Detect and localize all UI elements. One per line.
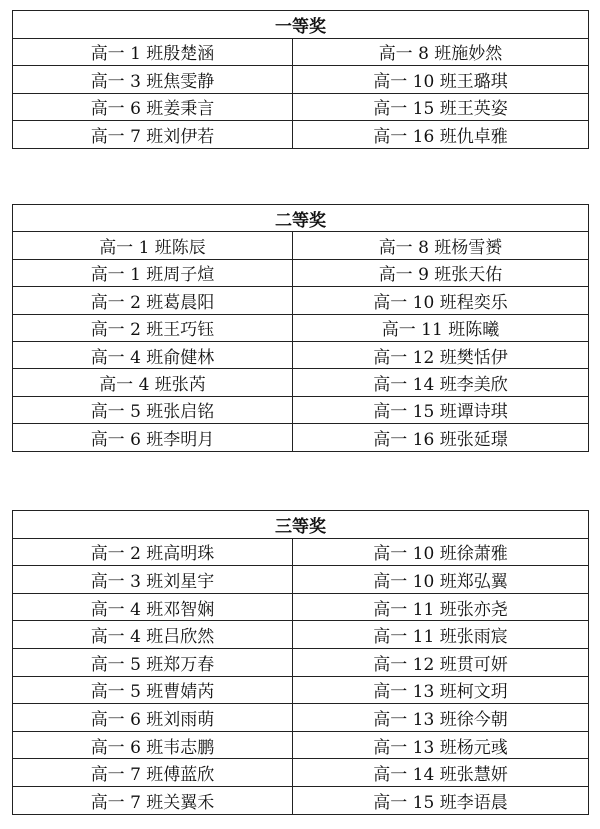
table-row <box>13 287 589 314</box>
table-header-row <box>13 205 589 232</box>
winner-cell-right: 高一 11 班陈曦 <box>293 314 589 341</box>
winner-cell-left: 高一 4 班邓智娴 <box>13 593 293 621</box>
table-row <box>13 676 589 704</box>
winner-cell-right: 高一 10 班程奕乐 <box>293 287 589 314</box>
winner-cell-right: 高一 11 班张雨宸 <box>293 621 589 649</box>
table-header-row <box>13 511 589 539</box>
winner-cell-right: 高一 12 班樊恬伊 <box>293 341 589 368</box>
winner-cell-left: 高一 2 班高明珠 <box>13 538 293 566</box>
table-row <box>13 66 589 94</box>
table-row <box>13 424 589 451</box>
table-row <box>13 593 589 621</box>
winner-cell-left: 高一 3 班刘星宇 <box>13 566 293 594</box>
table-row <box>13 314 589 341</box>
winner-cell-left: 高一 6 班李明月 <box>13 424 293 451</box>
winner-cell-right: 高一 8 班施妙然 <box>293 38 589 66</box>
second-prize-table <box>12 204 589 452</box>
winner-cell-left: 高一 1 班周子煊 <box>13 259 293 286</box>
table-row <box>13 396 589 423</box>
winner-cell-left: 高一 4 班俞健林 <box>13 341 293 368</box>
winner-cell-left: 高一 5 班张启铭 <box>13 396 293 423</box>
table-row <box>13 369 589 396</box>
table-header-row <box>13 11 589 39</box>
award-rows <box>13 538 589 814</box>
table-row <box>13 648 589 676</box>
first-prize-table <box>12 10 589 149</box>
winner-cell-right: 高一 11 班张亦尧 <box>293 593 589 621</box>
winner-cell-left: 高一 1 班陈辰 <box>13 232 293 259</box>
winner-cell-left: 高一 2 班王巧钰 <box>13 314 293 341</box>
winner-cell-right: 高一 14 班李美欣 <box>293 369 589 396</box>
table-row <box>13 731 589 759</box>
winner-cell-right: 高一 16 班仇卓雅 <box>293 121 589 149</box>
table-row <box>13 538 589 566</box>
winner-cell-left: 高一 6 班姜秉言 <box>13 93 293 121</box>
table-row <box>13 341 589 368</box>
winner-cell-right: 高一 16 班张延璟 <box>293 424 589 451</box>
award-rows <box>13 38 589 148</box>
winner-cell-left: 高一 7 班关翼禾 <box>13 786 293 814</box>
winner-cell-right: 高一 15 班王英姿 <box>293 93 589 121</box>
winner-cell-right: 高一 13 班杨元彧 <box>293 731 589 759</box>
winner-cell-right: 高一 13 班柯文玥 <box>293 676 589 704</box>
winner-cell-right: 高一 14 班张慧妍 <box>293 759 589 787</box>
winner-cell-left: 高一 5 班曹婧芮 <box>13 676 293 704</box>
table-row <box>13 621 589 649</box>
table-row <box>13 259 589 286</box>
third-prize-title: 三等奖 <box>13 511 589 539</box>
winner-cell-right: 高一 15 班李语晨 <box>293 786 589 814</box>
award-rows <box>13 232 589 451</box>
winner-cell-left: 高一 7 班刘伊若 <box>13 121 293 149</box>
winner-cell-left: 高一 4 班张芮 <box>13 369 293 396</box>
third-prize-table <box>12 510 589 815</box>
winner-cell-left: 高一 7 班傅蓝欣 <box>13 759 293 787</box>
winner-cell-left: 高一 3 班焦雯静 <box>13 66 293 94</box>
winner-cell-left: 高一 6 班刘雨萌 <box>13 704 293 732</box>
winner-cell-right: 高一 8 班杨雪赟 <box>293 232 589 259</box>
table-row <box>13 759 589 787</box>
table-row <box>13 232 589 259</box>
table-row <box>13 93 589 121</box>
winner-cell-right: 高一 10 班王璐琪 <box>293 66 589 94</box>
winner-cell-right: 高一 13 班徐今朝 <box>293 704 589 732</box>
winner-cell-left: 高一 2 班葛晨阳 <box>13 287 293 314</box>
second-prize-title: 二等奖 <box>13 205 589 232</box>
table-row <box>13 704 589 732</box>
winner-cell-right: 高一 10 班徐萧雅 <box>293 538 589 566</box>
winner-cell-right: 高一 10 班郑弘翼 <box>293 566 589 594</box>
winner-cell-left: 高一 5 班郑万春 <box>13 648 293 676</box>
table-row <box>13 38 589 66</box>
winner-cell-left: 高一 4 班吕欣然 <box>13 621 293 649</box>
winner-cell-right: 高一 9 班张天佑 <box>293 259 589 286</box>
winner-cell-left: 高一 1 班殷楚涵 <box>13 38 293 66</box>
table-row <box>13 786 589 814</box>
winner-cell-right: 高一 12 班贯可妍 <box>293 648 589 676</box>
table-row <box>13 121 589 149</box>
winner-cell-right: 高一 15 班谭诗琪 <box>293 396 589 423</box>
first-prize-title: 一等奖 <box>13 11 589 39</box>
winner-cell-left: 高一 6 班韦志鹏 <box>13 731 293 759</box>
table-row <box>13 566 589 594</box>
